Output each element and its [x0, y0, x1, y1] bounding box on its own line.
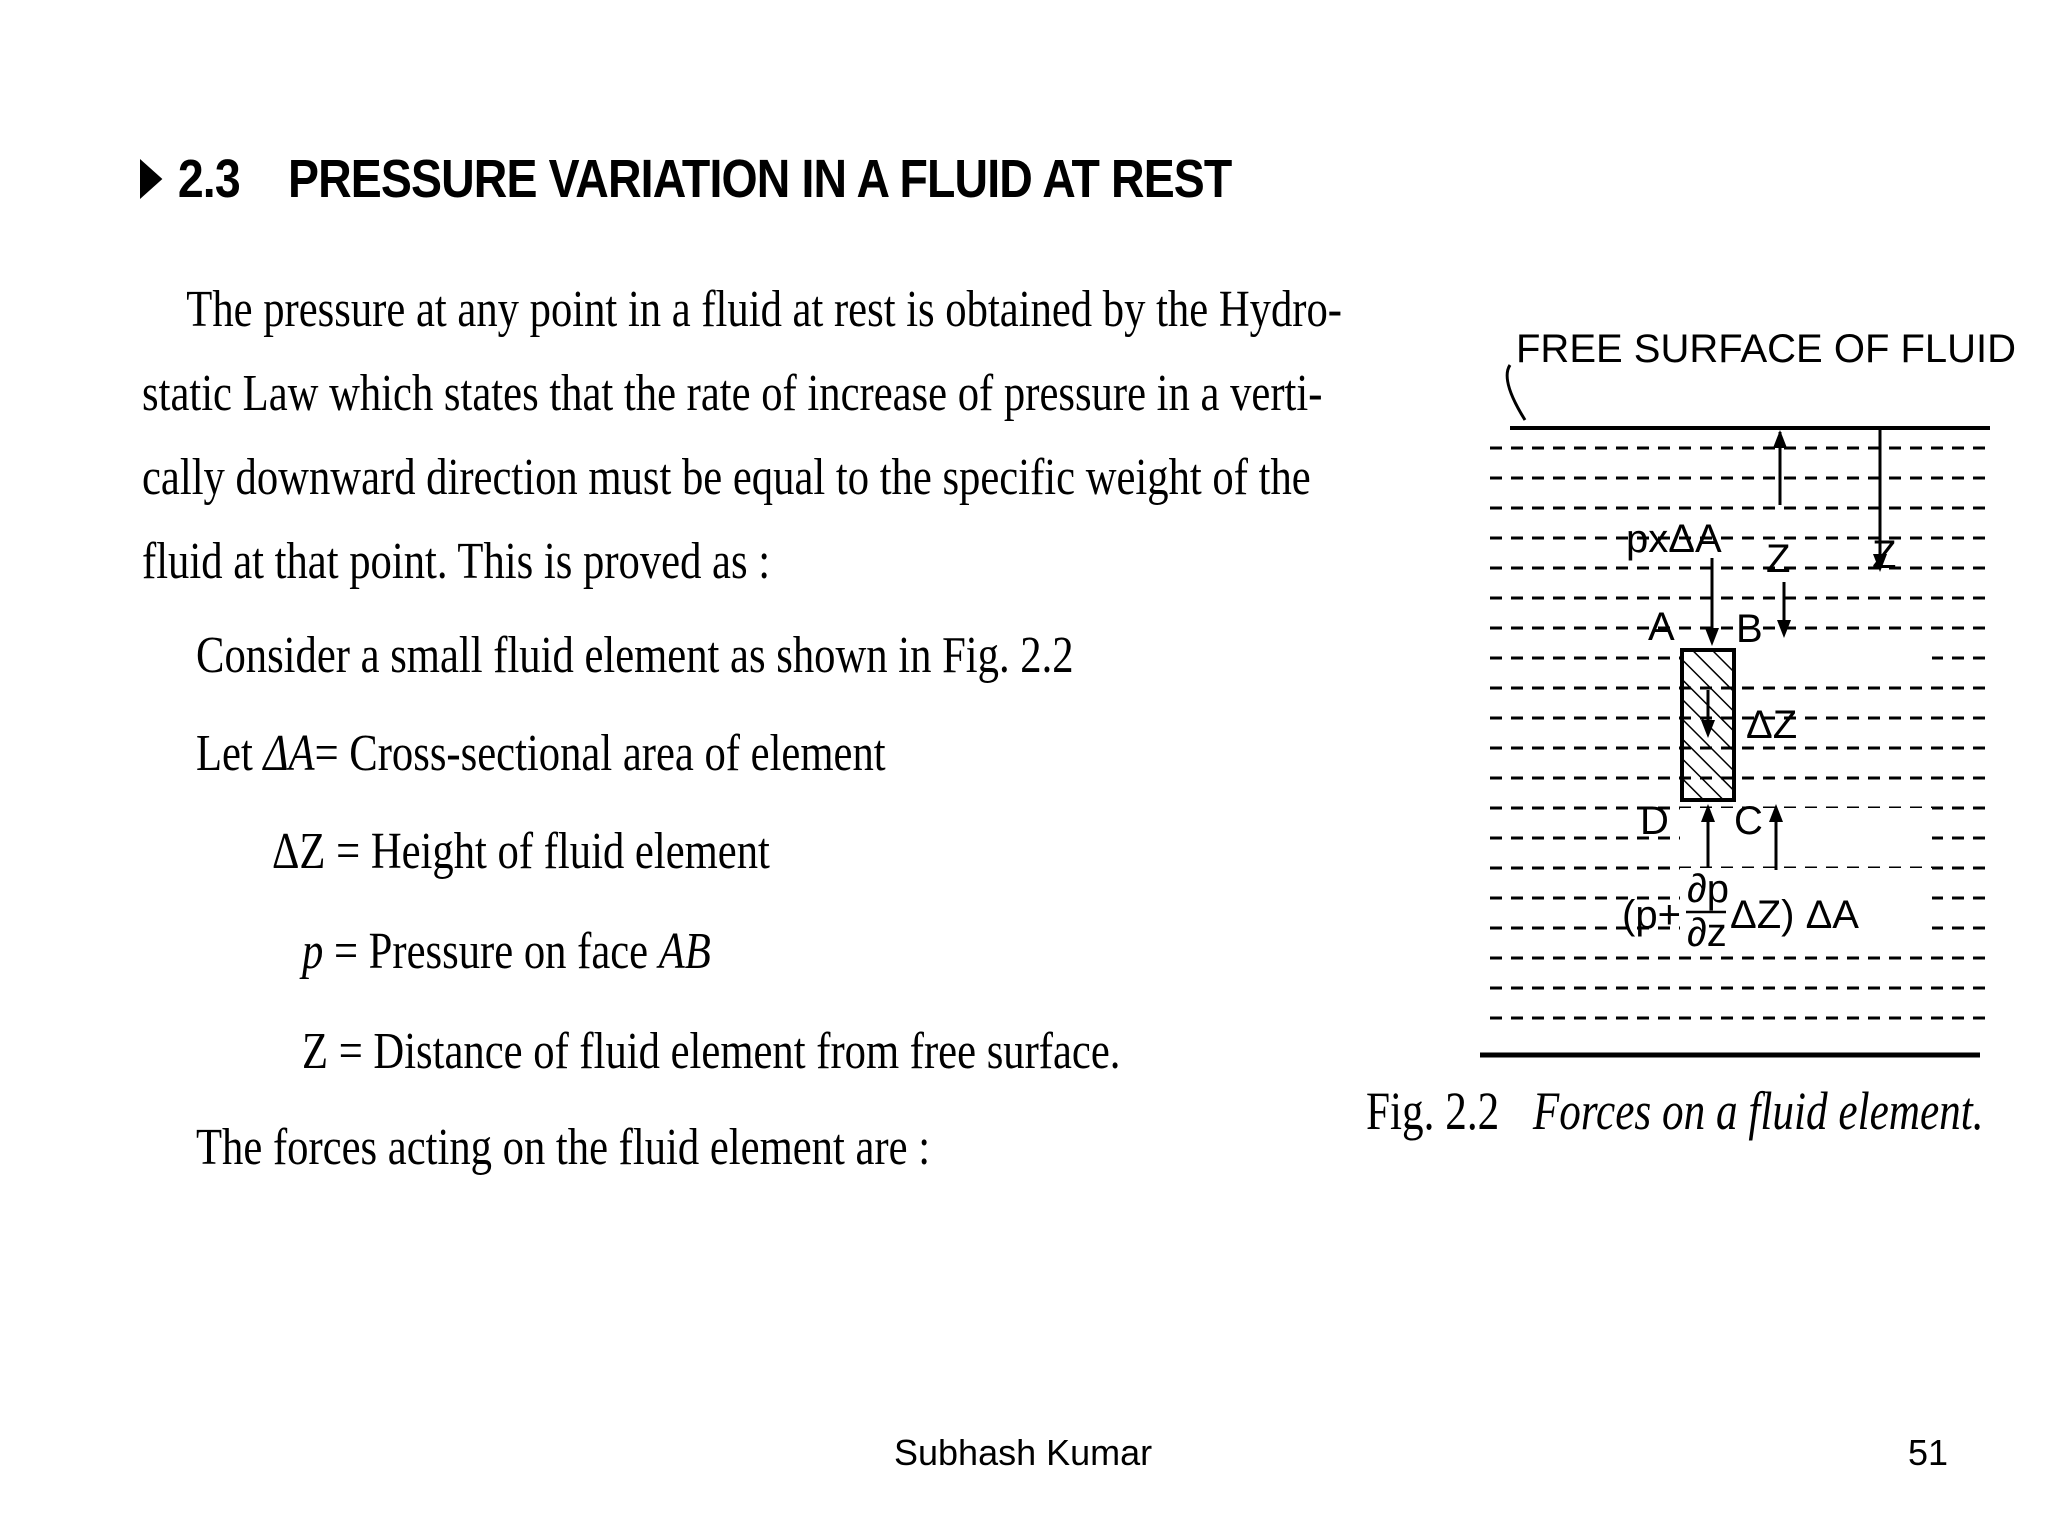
caption-number: Fig. 2.2 [1366, 1081, 1500, 1141]
fluid-element-diagram [1480, 320, 2020, 1080]
z-label: Z [1766, 537, 1791, 581]
footer-author: Subhash Kumar [894, 1432, 1153, 1473]
z-arrow-up-icon [1773, 430, 1787, 448]
page-number: 51 [1908, 1432, 1949, 1473]
z-right-label: Z [1872, 533, 1897, 577]
surface-pointer-arrow-icon [1507, 365, 1525, 420]
paragraph-line: static Law which states that the rate of increase of pressure in a verti- [142, 365, 1323, 422]
let-prefix: Let [196, 725, 264, 782]
p-face: AB [658, 923, 711, 980]
corner-b-label: B [1736, 607, 1763, 651]
caption-text: Forces on a fluid element. [1532, 1081, 1984, 1141]
consider-line: Consider a small fluid element as shown in Fig. 2.2 [196, 627, 1074, 684]
section-title: PRESSURE VARIATION IN A FLUID AT REST [287, 149, 1232, 209]
free-surface-label: FREE SURFACE OF FLUID [1516, 327, 2017, 371]
section-number: 2.3 [177, 149, 240, 209]
bottom-force-suffix: ΔZ) ΔA [1730, 893, 1859, 937]
definition-p [302, 922, 711, 981]
section-heading [140, 148, 1231, 210]
p-text: = Pressure on face [323, 923, 659, 980]
hydrostatic-law-paragraph [142, 268, 1343, 604]
definition-delta-a [196, 724, 886, 783]
forces-line: The forces acting on the fluid element are : [196, 1119, 931, 1176]
paragraph-line: cally downward direction must be equal to the specific weight of the [142, 449, 1311, 506]
paragraph-line: fluid at that point. This is proved as : [142, 533, 771, 590]
top-force-arrow-icon [1705, 628, 1719, 646]
fraction-numerator: ∂p [1687, 867, 1730, 911]
corner-d-label: D [1640, 799, 1669, 843]
definition-z: Z = Distance of fluid element from free surface. [302, 1023, 1121, 1080]
bottom-force-prefix: (p+ [1622, 893, 1681, 937]
fraction-denominator: ∂z [1687, 911, 1727, 955]
bullet-triangle-icon [140, 159, 162, 199]
delta-z-label: ΔZ [1746, 703, 1798, 747]
top-force-label: pxΔA [1626, 517, 1722, 561]
corner-c-label: C [1734, 799, 1763, 843]
definition-delta-z: ΔZ = Height of fluid element [272, 823, 770, 880]
corner-a-label: A [1648, 605, 1675, 649]
p-symbol: p [302, 923, 324, 980]
paragraph-line: The pressure at any point in a fluid at rest is obtained by the Hydro- [186, 281, 1343, 338]
figure-caption [1366, 1080, 1984, 1142]
delta-a-symbol: ΔA [263, 725, 315, 782]
delta-a-text: = Cross-sectional area of element [314, 725, 886, 782]
